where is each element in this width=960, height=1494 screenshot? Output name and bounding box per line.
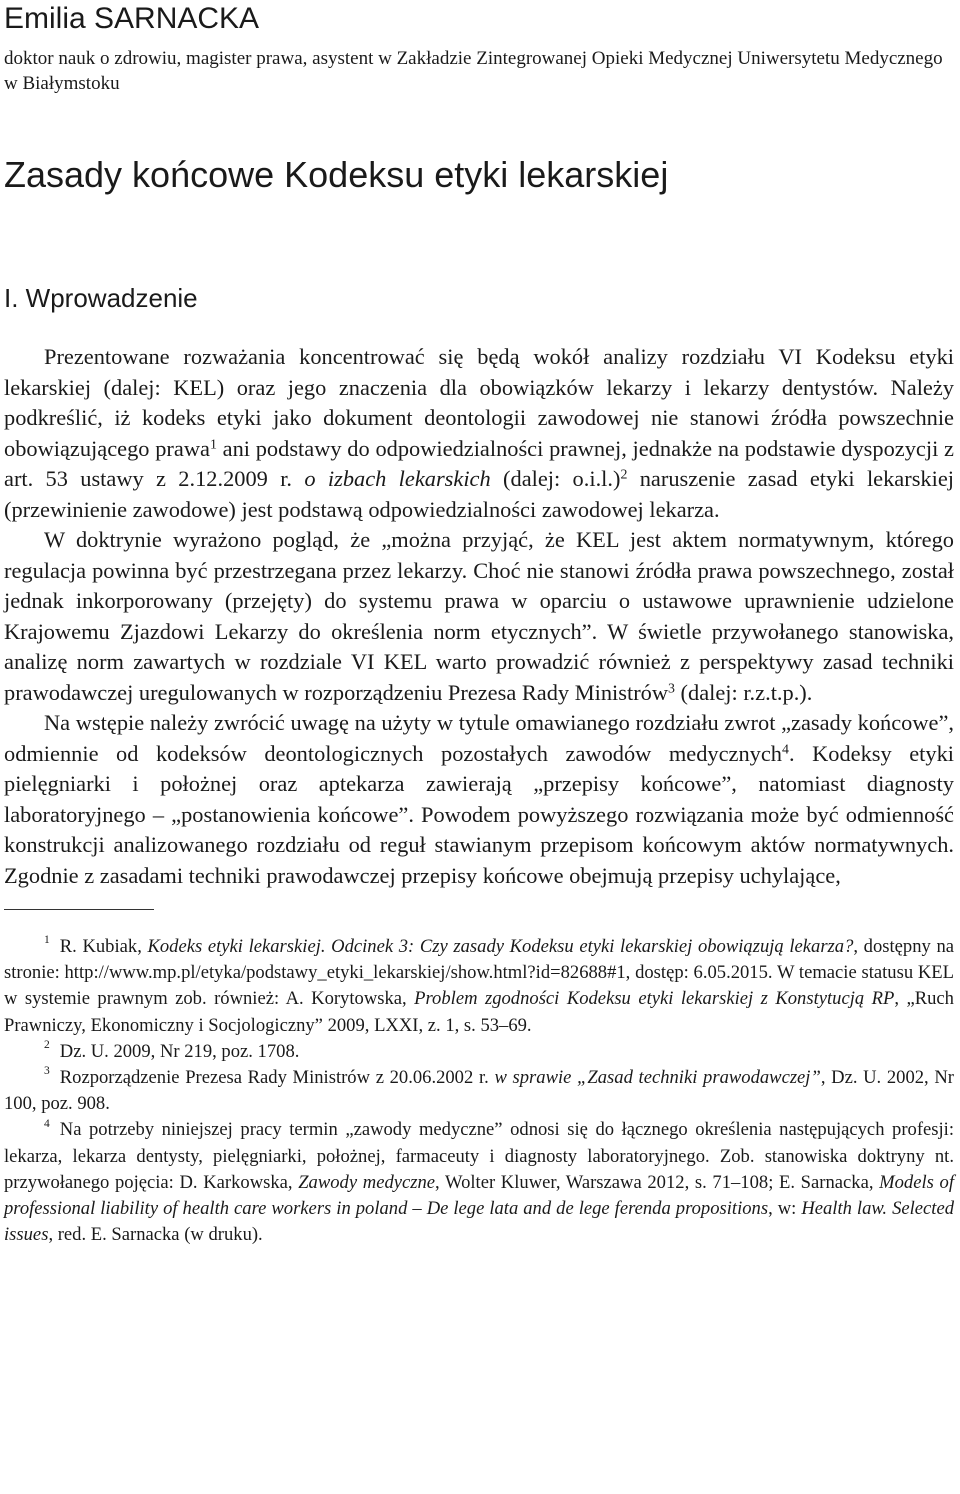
text-run: Na wstępie należy zwrócić uwagę na użyty w tytule omawianego rozdziału zwrot „zasady końcowe”, odmiennie od kodeksów deontologicznych pozostałych zawodów medycznych: [4, 710, 954, 766]
footnote-number: 2: [44, 1039, 50, 1052]
italic-text: o izbach lekarskich: [304, 466, 491, 491]
document-page: [4, 0, 954, 1248]
italic-text: Health law. Selected issues: [4, 1198, 955, 1246]
text-run: (dalej: o.i.l.): [490, 466, 621, 491]
footnote-number: 1: [44, 934, 50, 947]
footnote: [4, 934, 954, 1039]
footnotes: [4, 934, 954, 1248]
text-run: (dalej: r.z.t.p.).: [674, 679, 813, 705]
footnote-divider: [4, 909, 154, 910]
text-run: Prezentowane rozważania koncentrować się będą wokół analizy rozdziału VI Kodeksu etyki lekarskiej (dalej: KEL) oraz jego znaczenia dla obowiązków lekarzy i lekarzy dentystów. Należy podkreślić, iż kodeks etyki jako dokument deontologii zawodowej nie stanowi źródła powszechnie obowiązującego prawa: [4, 344, 954, 461]
italic-text: Kodeks etyki lekarskiej. Odcinek 3: Czy zasady Kodeksu etyki lekarskiej obowiązują lekarza?: [147, 936, 854, 957]
text-run: , dostępny na stronie: http://www.mp.pl/etyka/podstawy_etyki_lekarskiej/show.html?id=82688#1, dostęp: 6.05.2015. W temacie statusu KEL w systemie prawnym zob. również: A. Korytowska,: [4, 936, 955, 1010]
footnote-number: 3: [44, 1065, 50, 1078]
footnote-reference: 1: [209, 436, 217, 452]
text-run: , Dz. U. 2002, Nr 100, poz. 908.: [4, 1067, 954, 1115]
text-run: , red. E. Sarnacka (w druku).: [48, 1224, 263, 1246]
paragraph: [4, 525, 954, 708]
text-run: naruszenie zasad etyki lekarskiej (przewinienie zawodowe) jest podstawą odpowiedzialności zawodowej lekarza.: [4, 466, 954, 522]
article-title: Zasady końcowe Kodeksu etyki lekarskiej: [4, 154, 669, 195]
footnote-number: 4: [44, 1117, 50, 1130]
italic-text: Models of professional liability of health care workers in poland – De lege lata and de lege ferenda propositions: [4, 1171, 954, 1220]
paragraph: [4, 342, 954, 525]
text-run: ani podstawy do odpowiedzialności prawnej, jednakże na podstawie dyspozycji z art. 53 ustawy z 2.12.2009 r.: [4, 435, 954, 491]
text-run: Na potrzeby niniejszej pracy termin „zawody medyczne” odnosi się do łącznego określenia następujących profesji: lekarza, lekarza dentysty, pielęgniarki, położnej, farmaceuty i diagnosty laboratoryjnego. Zob. stanowiska doktryny nt. przywołanego pojęcia: D. Karkowska,: [4, 1119, 954, 1193]
text-run: , „Ruch Prawniczy, Ekonomiczny i Socjologiczny” 2009, LXXI, z. 1, s. 53–69.: [4, 988, 954, 1036]
article-body: [4, 342, 954, 891]
footnote: [4, 1117, 954, 1248]
author-name: Emilia SARNACKA: [4, 2, 260, 35]
author-affiliation: doktor nauk o zdrowiu, magister prawa, asystent w Zakładzie Zintegrowanej Opieki Medycznej Uniwersytetu Medycznego w Białymstoku: [4, 48, 943, 94]
text-run: W doktrynie wyrażono pogląd, że „można przyjąć, że KEL jest aktem normatywnym, którego regulacja powinna być przestrzegana przez lekarzy. Choć nie stanowi źródła prawa powszechnego, został jednak inkorporowany (przejęty) do systemu prawa w oparciu o ustawowe uprawnienie udzielone Krajowemu Zjazdowi Lekarzy do określenia norm etycznych”. W świetle przywołanego stanowiska, analizę norm zawartych w rozdziale VI KEL warto prowadzić również z perspektywy zasad techniki prawodawczej uregulowanych w rozporządzeniu Prezesa Rady Ministrów: [4, 527, 954, 705]
text-run: . Kodeksy etyki pielęgniarki i położnej oraz aptekarza zawierają „przepisy końcowe”, natomiast diagnosty laboratoryjnego – „postanowienia końcowe”. Powodem powyższego rozwiązania może być odmienność konstrukcji analizowanego rozdziału od reguł stawianym przepisom końcowym aktów normatywnych. Zgodnie z zasadami techniki prawodawczej przepisy końcowe obejmują przepisy uchylające,: [4, 740, 955, 888]
text-run: , w:: [768, 1198, 802, 1220]
italic-text: w sprawie „Zasad techniki prawodawczej”: [494, 1067, 821, 1089]
paragraph: [4, 708, 954, 891]
footnote-reference: 2: [620, 467, 628, 483]
section-heading: I. Wprowadzenie: [4, 283, 198, 313]
text-run: , Wolter Kluwer, Warszawa 2012, s. 71–108; E. Sarnacka,: [435, 1171, 880, 1193]
footnote: [4, 1039, 954, 1065]
text-run: R. Kubiak,: [59, 936, 148, 957]
text-run: Rozporządzenie Prezesa Rady Ministrów z 20.06.2002 r.: [59, 1067, 495, 1089]
footnote: [4, 1065, 954, 1117]
italic-text: Zawody medyczne: [298, 1171, 436, 1193]
italic-text: Problem zgodności Kodeksu etyki lekarskiej z Konstytucją RP: [414, 988, 895, 1010]
footnote-reference: 4: [782, 741, 789, 757]
text-run: Dz. U. 2009, Nr 219, poz. 1708.: [59, 1040, 300, 1062]
footnote-reference: 3: [668, 680, 675, 696]
